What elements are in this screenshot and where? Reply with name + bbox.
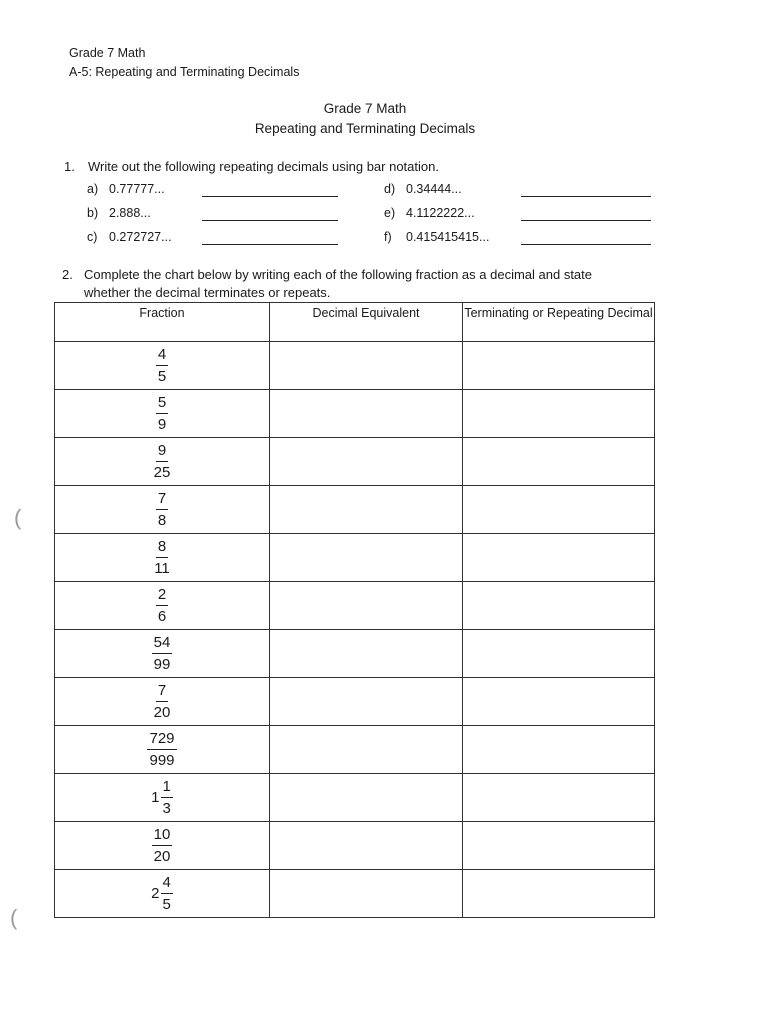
denominator: 8 — [157, 512, 167, 529]
question-2-number: 2. — [62, 267, 73, 282]
numerator: 4 — [161, 874, 173, 894]
table-row — [55, 342, 655, 390]
table-row — [55, 630, 655, 678]
item-value: 0.34444... — [406, 182, 462, 196]
item-a — [87, 182, 165, 196]
item-label: e) — [384, 206, 396, 220]
item-label: c) — [87, 230, 98, 244]
header-unit: A-5: Repeating and Terminating Decimals — [69, 65, 300, 79]
answer-blank-d[interactable] — [521, 196, 651, 197]
binder-hole-mark: ( — [14, 505, 22, 530]
decimal-equivalent-cell[interactable] — [270, 870, 463, 918]
answer-blank-b[interactable] — [202, 220, 338, 221]
terminating-or-repeating-cell[interactable] — [463, 342, 655, 390]
decimal-equivalent-cell[interactable] — [270, 774, 463, 822]
table-row — [55, 390, 655, 438]
decimal-equivalent-cell[interactable] — [270, 342, 463, 390]
denominator: 99 — [153, 656, 171, 673]
terminating-or-repeating-cell[interactable] — [463, 774, 655, 822]
item-value: 2.888... — [109, 206, 151, 220]
fraction-cell — [55, 342, 270, 390]
worksheet-subtitle: Repeating and Terminating Decimals — [254, 121, 476, 136]
question-1-number: 1. — [64, 159, 75, 174]
table-row — [55, 726, 655, 774]
denominator: 20 — [153, 848, 171, 865]
fraction — [161, 778, 173, 817]
table-row — [55, 774, 655, 822]
table-row — [55, 822, 655, 870]
decimal-equivalent-cell[interactable] — [270, 726, 463, 774]
terminating-or-repeating-cell[interactable] — [463, 582, 655, 630]
item-value: 4.1122222... — [406, 206, 475, 220]
fraction-chart — [54, 302, 655, 918]
numerator: 54 — [152, 634, 173, 654]
header-decimal-equivalent: Decimal Equivalent — [270, 303, 463, 342]
denominator: 11 — [154, 560, 170, 577]
fraction-cell — [55, 582, 270, 630]
denominator: 5 — [162, 896, 171, 913]
header-terminating-or-repeating: Terminating or Repeating Decimal — [463, 303, 655, 342]
item-c — [87, 230, 172, 244]
denominator: 6 — [157, 608, 167, 625]
item-value: 0.77777... — [109, 182, 165, 196]
terminating-or-repeating-cell[interactable] — [463, 822, 655, 870]
numerator: 4 — [156, 346, 168, 366]
item-value: 0.415415415... — [406, 230, 490, 244]
item-label: f) — [384, 230, 392, 244]
fraction-cell — [55, 726, 270, 774]
item-f — [384, 230, 489, 244]
fraction-cell — [55, 822, 270, 870]
numerator: 2 — [156, 586, 168, 606]
decimal-equivalent-cell[interactable] — [270, 582, 463, 630]
fraction — [156, 490, 168, 529]
denominator: 20 — [153, 704, 171, 721]
numerator: 8 — [156, 538, 168, 558]
terminating-or-repeating-cell[interactable] — [463, 726, 655, 774]
fraction — [156, 346, 168, 385]
fraction — [152, 634, 173, 673]
numerator: 5 — [156, 394, 168, 414]
terminating-or-repeating-cell[interactable] — [463, 486, 655, 534]
denominator: 3 — [162, 800, 171, 817]
fraction — [152, 682, 173, 721]
fraction — [147, 730, 176, 769]
fraction — [152, 442, 173, 481]
fraction — [156, 586, 168, 625]
decimal-equivalent-cell[interactable] — [270, 486, 463, 534]
numerator: 7 — [156, 490, 168, 510]
table-row — [55, 486, 655, 534]
fraction-cell — [55, 534, 270, 582]
item-b — [87, 206, 151, 220]
whole-number: 2 — [151, 885, 160, 902]
decimal-equivalent-cell[interactable] — [270, 630, 463, 678]
denominator: 5 — [157, 368, 167, 385]
answer-blank-e[interactable] — [521, 220, 651, 221]
fraction-cell — [55, 390, 270, 438]
header-course: Grade 7 Math — [69, 46, 146, 60]
question-2-prompt — [62, 266, 652, 302]
binder-hole-mark: ( — [10, 905, 18, 930]
table-row — [55, 678, 655, 726]
answer-blank-f[interactable] — [521, 244, 651, 245]
decimal-equivalent-cell[interactable] — [270, 678, 463, 726]
numerator: 9 — [156, 442, 168, 462]
fraction-cell — [55, 774, 270, 822]
question-2-text-line1: Complete the chart below by writing each of the following fraction as a decimal and state — [84, 267, 592, 282]
fraction-cell — [55, 486, 270, 534]
numerator: 1 — [161, 778, 173, 798]
chart-header-row — [55, 303, 655, 342]
question-2-text-line2: whether the decimal terminates or repeats. — [84, 285, 331, 300]
fraction-cell — [55, 678, 270, 726]
table-row — [55, 870, 655, 918]
terminating-or-repeating-cell[interactable] — [463, 630, 655, 678]
header-fraction: Fraction — [55, 303, 270, 342]
table-row — [55, 534, 655, 582]
numerator: 729 — [147, 730, 176, 750]
fraction-cell — [55, 630, 270, 678]
terminating-or-repeating-cell[interactable] — [463, 870, 655, 918]
question-1-prompt — [64, 159, 439, 174]
decimal-equivalent-cell[interactable] — [270, 390, 463, 438]
table-row — [55, 438, 655, 486]
terminating-or-repeating-cell[interactable] — [463, 678, 655, 726]
item-d — [384, 182, 462, 196]
answer-blank-a[interactable] — [202, 196, 338, 197]
item-value: 0.272727... — [109, 230, 172, 244]
fraction — [156, 394, 168, 433]
item-e — [384, 206, 475, 220]
question-1-text: Write out the following repeating decimals using bar notation. — [88, 159, 439, 174]
whole-number: 1 — [151, 789, 160, 806]
denominator: 9 — [157, 416, 167, 433]
fraction — [152, 538, 172, 577]
fraction — [161, 874, 173, 913]
numerator: 7 — [156, 682, 168, 702]
decimal-equivalent-cell[interactable] — [270, 438, 463, 486]
fraction — [152, 826, 173, 865]
denominator: 999 — [149, 752, 175, 769]
decimal-equivalent-cell[interactable] — [270, 534, 463, 582]
terminating-or-repeating-cell[interactable] — [463, 438, 655, 486]
fraction-cell — [55, 438, 270, 486]
item-label: a) — [87, 182, 99, 196]
item-label: d) — [384, 182, 396, 196]
table-row — [55, 582, 655, 630]
numerator: 10 — [152, 826, 173, 846]
answer-blank-c[interactable] — [202, 244, 338, 245]
decimal-equivalent-cell[interactable] — [270, 822, 463, 870]
terminating-or-repeating-cell[interactable] — [463, 534, 655, 582]
denominator: 25 — [153, 464, 171, 481]
fraction-cell — [55, 870, 270, 918]
worksheet-title: Grade 7 Math — [323, 101, 407, 116]
terminating-or-repeating-cell[interactable] — [463, 390, 655, 438]
item-label: b) — [87, 206, 99, 220]
